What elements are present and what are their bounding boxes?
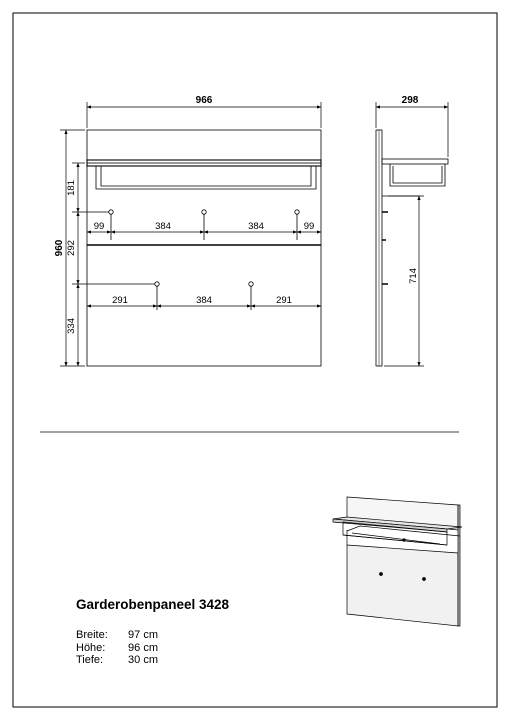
front-hanging-rail [96, 166, 316, 189]
dimension-chain [72, 163, 155, 366]
hook-icon [423, 578, 426, 581]
lower-spacing-label-3: 291 [276, 295, 292, 306]
upper-spacing-label-3: 384 [248, 221, 264, 232]
spec-table [76, 629, 158, 667]
dimension-width-label: 966 [195, 95, 213, 106]
spec-value: 96 cm [128, 641, 158, 654]
spec-row-depth [76, 654, 158, 667]
dimension-292-label: 292 [66, 240, 77, 256]
dimension-height-label: 960 [54, 239, 65, 257]
persp-lower-panel [347, 545, 458, 626]
side-view [376, 130, 448, 366]
dimension-depth [376, 102, 448, 157]
hook-icon [295, 210, 299, 214]
hook-icon [109, 210, 113, 214]
dimension-181-label: 181 [66, 180, 77, 196]
spec-label: Breite: [76, 629, 108, 641]
spec-label: Tiefe: [76, 654, 104, 666]
dimension-714-label: 714 [408, 268, 419, 284]
spec-label: Höhe: [76, 641, 106, 654]
hook-icon [380, 573, 383, 576]
product-title: Garderobenpaneel 3428 [76, 597, 230, 612]
lower-spacing-label-2: 384 [196, 295, 212, 306]
dimension-depth-label: 298 [401, 95, 419, 106]
front-view [87, 130, 321, 366]
side-shelf [382, 159, 448, 164]
hook-icon [202, 210, 206, 214]
hook-icon [403, 539, 406, 542]
front-top-board [87, 130, 321, 163]
upper-spacing-label-1: 99 [93, 221, 105, 232]
lower-spacing-label-1: 291 [112, 295, 128, 306]
upper-spacing-label-2: 384 [155, 221, 171, 232]
perspective-view [333, 497, 462, 626]
spec-value: 97 cm [128, 629, 158, 641]
upper-spacing-label-4: 99 [303, 221, 315, 232]
spec-row-height [76, 642, 158, 655]
hook-icon [249, 282, 253, 286]
dimension-334-label: 334 [66, 318, 77, 334]
spec-value: 30 cm [128, 654, 158, 666]
upper-hooks [109, 210, 299, 240]
spec-row-width [76, 629, 158, 642]
hook-icon [155, 282, 159, 286]
